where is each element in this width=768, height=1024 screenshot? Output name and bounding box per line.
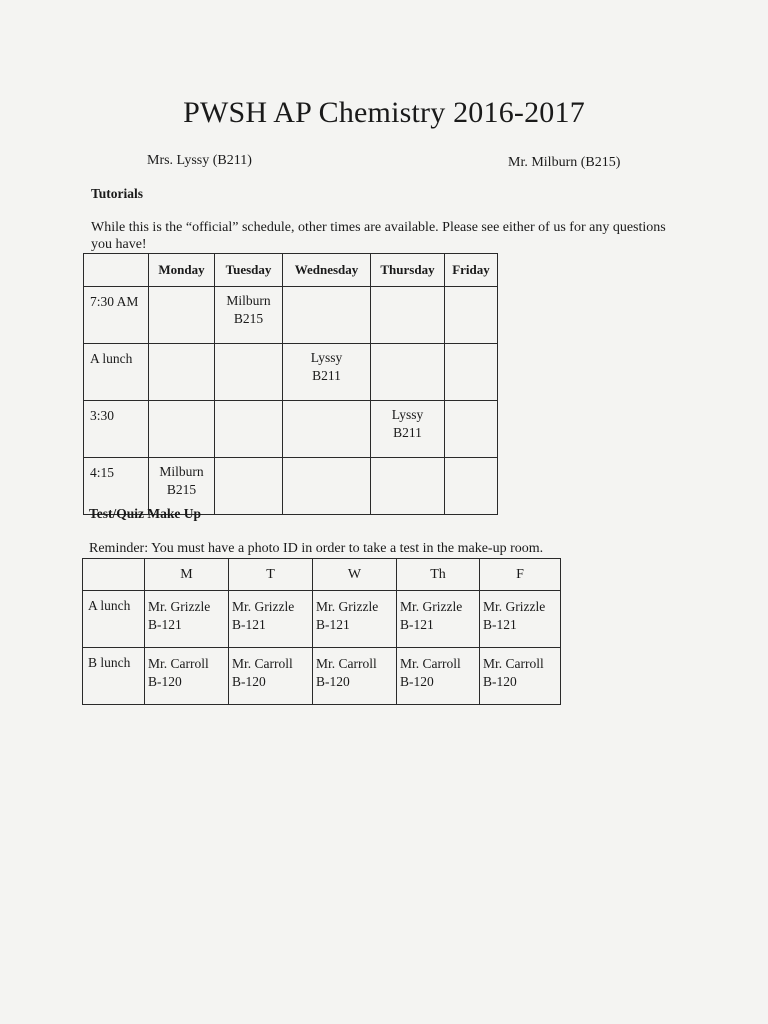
col-f: F (480, 559, 561, 591)
col-thursday: Thursday (371, 254, 445, 287)
makeup-teacher: Mr. Carroll (232, 656, 293, 671)
makeup-cell (229, 648, 313, 705)
tutorials-cell (215, 401, 283, 458)
tutorials-row (84, 287, 498, 344)
makeup-room: B-121 (148, 617, 182, 632)
makeup-teacher: Mr. Grizzle (400, 599, 463, 614)
makeup-corner-cell (83, 559, 145, 591)
teacher-lyssy: Mrs. Lyssy (B211) (147, 153, 252, 168)
col-tuesday: Tuesday (215, 254, 283, 287)
tutorials-row-label: 3:30 (84, 401, 149, 458)
tutorials-cell (371, 458, 445, 515)
col-friday: Friday (445, 254, 498, 287)
makeup-teacher: Mr. Carroll (400, 656, 461, 671)
makeup-teacher: Mr. Grizzle (483, 599, 546, 614)
makeup-teacher: Mr. Carroll (483, 656, 544, 671)
tutorials-cell (149, 344, 215, 401)
col-m: M (145, 559, 229, 591)
tutor-name: Lyssy (391, 407, 424, 422)
makeup-room: B-121 (232, 617, 266, 632)
makeup-table (82, 558, 561, 705)
tutorials-cell (445, 287, 498, 344)
tutorials-cell (445, 458, 498, 515)
tutorials-cell (215, 287, 283, 344)
makeup-teacher: Mr. Grizzle (316, 599, 379, 614)
makeup-teacher: Mr. Carroll (316, 656, 377, 671)
col-wednesday: Wednesday (283, 254, 371, 287)
tutor-name: Lyssy (310, 350, 343, 365)
col-t: T (229, 559, 313, 591)
tutorials-cell (445, 344, 498, 401)
tutorials-cell (371, 344, 445, 401)
tutor-name: Milburn (226, 293, 271, 308)
tutorials-cell (149, 401, 215, 458)
tutorials-row-label: 7:30 AM (84, 287, 149, 344)
makeup-room: B-120 (316, 674, 350, 689)
tutor-room: B211 (312, 368, 341, 383)
teacher-milburn: Mr. Milburn (B215) (508, 155, 621, 170)
col-th: Th (397, 559, 480, 591)
makeup-cell (229, 591, 313, 648)
tutorials-cell (215, 458, 283, 515)
makeup-cell (397, 648, 480, 705)
tutorials-cell (371, 287, 445, 344)
makeup-room: B-121 (483, 617, 517, 632)
tutor-name: Milburn (159, 464, 204, 479)
makeup-row (83, 591, 561, 648)
tutorials-row-label: 4:15 (84, 458, 149, 515)
makeup-row-label: B lunch (83, 648, 145, 705)
tutorials-cell (371, 401, 445, 458)
makeup-room: B-120 (148, 674, 182, 689)
makeup-cell (480, 648, 561, 705)
makeup-teacher: Mr. Carroll (148, 656, 209, 671)
tutorials-header-row (84, 254, 498, 287)
makeup-cell (397, 591, 480, 648)
col-w: W (313, 559, 397, 591)
makeup-cell (313, 648, 397, 705)
makeup-room: B-120 (400, 674, 434, 689)
makeup-row-label: A lunch (83, 591, 145, 648)
col-monday: Monday (149, 254, 215, 287)
tutorials-cell (283, 287, 371, 344)
makeup-heading: Test/Quiz Make Up (89, 506, 202, 521)
makeup-note: Reminder: You must have a photo ID in order to take a test in the make-up room. (89, 541, 544, 556)
tutorials-cell (283, 401, 371, 458)
makeup-cell (145, 591, 229, 648)
makeup-room: B-121 (400, 617, 434, 632)
tutorials-cell (149, 287, 215, 344)
makeup-row (83, 648, 561, 705)
makeup-room: B-120 (232, 674, 266, 689)
tutorials-row-label: A lunch (84, 344, 149, 401)
tutorials-cell (445, 401, 498, 458)
makeup-cell (480, 591, 561, 648)
tutorials-cell (215, 344, 283, 401)
tutorials-cell (283, 458, 371, 515)
makeup-room: B-121 (316, 617, 350, 632)
tutorials-row (84, 401, 498, 458)
makeup-teacher: Mr. Grizzle (232, 599, 295, 614)
tutorials-row (84, 344, 498, 401)
tutorials-corner-cell (84, 254, 149, 287)
makeup-cell (313, 591, 397, 648)
tutor-room: B215 (233, 311, 264, 326)
makeup-header-row (83, 559, 561, 591)
makeup-teacher: Mr. Grizzle (148, 599, 211, 614)
makeup-room: B-120 (483, 674, 517, 689)
page-title: PWSH AP Chemistry 2016-2017 (183, 96, 585, 129)
tutor-room: B215 (166, 482, 197, 497)
tutorials-heading: Tutorials (91, 186, 144, 201)
tutorials-table (83, 253, 498, 515)
tutorials-note: While this is the “official” schedule, other times are available. Please see either of us for any questions you have! (91, 220, 666, 252)
tutor-room: B211 (393, 425, 422, 440)
makeup-cell (145, 648, 229, 705)
tutorials-cell (283, 344, 371, 401)
